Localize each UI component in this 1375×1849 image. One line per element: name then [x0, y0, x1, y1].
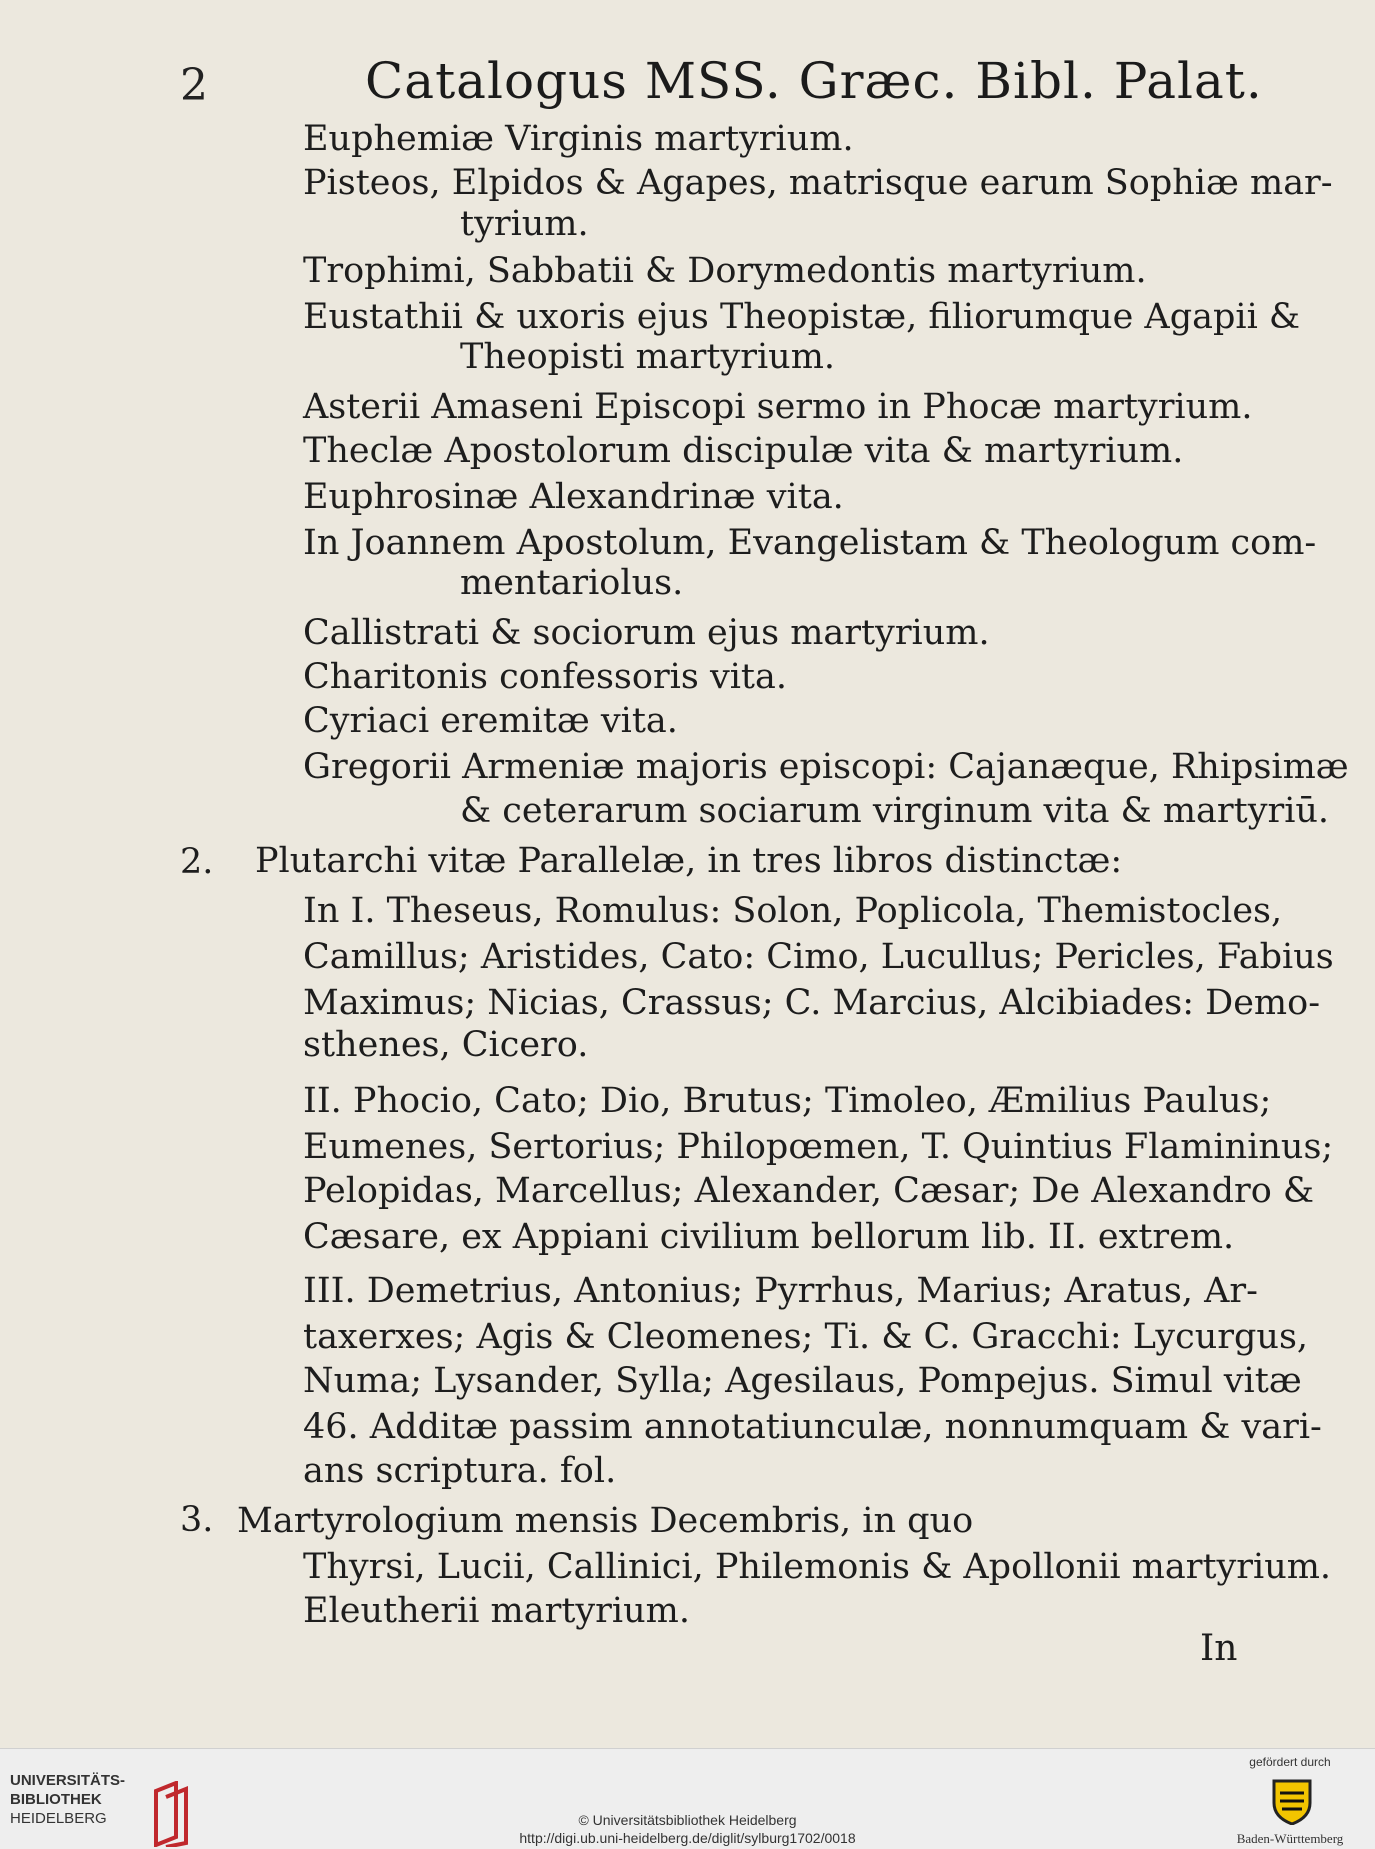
text-line: Asterii Amaseni Episcopi sermo in Phocæ martyrium.	[303, 387, 1253, 427]
text-line: Plutarchi vitæ Parallelæ, in tres libros distinctæ:	[255, 841, 1123, 881]
text-line: Camillus; Aristides, Cato: Cimo, Lucullus; Pericles, Fabius	[303, 937, 1334, 977]
text-line: III. Demetrius, Antonius; Pyrrhus, Marius; Aratus, Ar-	[303, 1271, 1258, 1311]
copyright-text: © Universitätsbibliothek Heidelberg	[578, 1812, 797, 1828]
sponsor-logo[interactable]	[1210, 1755, 1370, 1847]
text-line: Martyrologium mensis Decembris, in quo	[237, 1501, 974, 1541]
text-line: Eumenes, Sertorius; Philopœmen, T. Quintius Flamininus;	[303, 1127, 1334, 1167]
sponsor-name: Baden-Württemberg	[1236, 1831, 1344, 1846]
entry-number: 3.	[180, 1500, 214, 1540]
text-line: Eustathii & uxoris ejus Theopistæ, filiorumque Agapii &	[303, 297, 1301, 337]
text-line: Euphrosinæ Alexandrinæ vita.	[303, 477, 844, 517]
page-header	[0, 48, 1375, 118]
copyright-block	[0, 1811, 1375, 1847]
text-line: Numa; Lysander, Sylla; Agesilaus, Pompejus. Simul vitæ	[303, 1361, 1302, 1401]
text-line: mentariolus.	[460, 563, 684, 603]
library-name: UNIVERSITÄTS- BIBLIOTHEK HEIDELBERG	[10, 1772, 126, 1827]
running-title: Catalogus MSS. Græc. Bibl. Palat.	[365, 52, 1263, 110]
text-line: Trophimi, Sabbatii & Dorymedontis martyrium.	[303, 251, 1147, 291]
text-line: & ceterarum sociarum virginum vita & martyriū.	[460, 791, 1330, 831]
text-line: Theclæ Apostolorum discipulæ vita & martyrium.	[303, 431, 1184, 471]
text-line: taxerxes; Agis & Cleomenes; Ti. & C. Gracchi: Lycurgus,	[303, 1317, 1309, 1357]
text-line: In Joannem Apostolum, Evangelistam & Theologum com-	[303, 523, 1317, 563]
entry-number: 2.	[180, 842, 214, 882]
text-line: II. Phocio, Cato; Dio, Brutus; Timoleo, Æmilius Paulus;	[303, 1081, 1272, 1121]
page-number: 2	[180, 60, 208, 111]
text-line: ans scriptura. fol.	[303, 1451, 617, 1491]
text-line: Thyrsi, Lucii, Callinici, Philemonis & Apollonii martyrium.	[303, 1547, 1332, 1587]
text-line: Theopisti martyrium.	[460, 337, 836, 377]
text-line: Cyriaci eremitæ vita.	[303, 701, 678, 741]
text-line: Maximus; Nicias, Crassus; C. Marcius, Alcibiades: Demo-	[303, 983, 1321, 1023]
text-line: Charitonis confessoris vita.	[303, 657, 787, 697]
sponsor-label: gefördert durch	[1249, 1755, 1331, 1769]
viewer-footer	[0, 1748, 1375, 1849]
text-line: Pelopidas, Marcellus; Alexander, Cæsar; De Alexandro &	[303, 1171, 1315, 1211]
text-line: 46. Additæ passim annotatiunculæ, nonnumquam & vari-	[303, 1407, 1322, 1447]
coat-of-arms-icon	[1270, 1777, 1314, 1825]
text-line: Eleutherii martyrium.	[303, 1591, 690, 1631]
catchword: In	[1200, 1628, 1238, 1669]
text-line: Cæsare, ex Appiani civilium bellorum lib. II. extrem.	[303, 1217, 1235, 1257]
permalink-url[interactable]: http://digi.ub.uni-heidelberg.de/diglit/sylburg1702/0018	[519, 1830, 856, 1846]
text-line: sthenes, Cicero.	[303, 1025, 589, 1065]
text-line: In I. Theseus, Romulus: Solon, Poplicola, Themistocles,	[303, 891, 1283, 931]
text-line: tyrium.	[460, 204, 589, 244]
text-line: Euphemiæ Virginis martyrium.	[303, 119, 854, 159]
text-line: Callistrati & sociorum ejus martyrium.	[303, 613, 990, 653]
text-line: Pisteos, Elpidos & Agapes, matrisque earum Sophiæ mar-	[303, 163, 1333, 203]
text-line: Gregorii Armeniæ majoris episcopi: Cajanæque, Rhipsimæ	[303, 747, 1349, 787]
